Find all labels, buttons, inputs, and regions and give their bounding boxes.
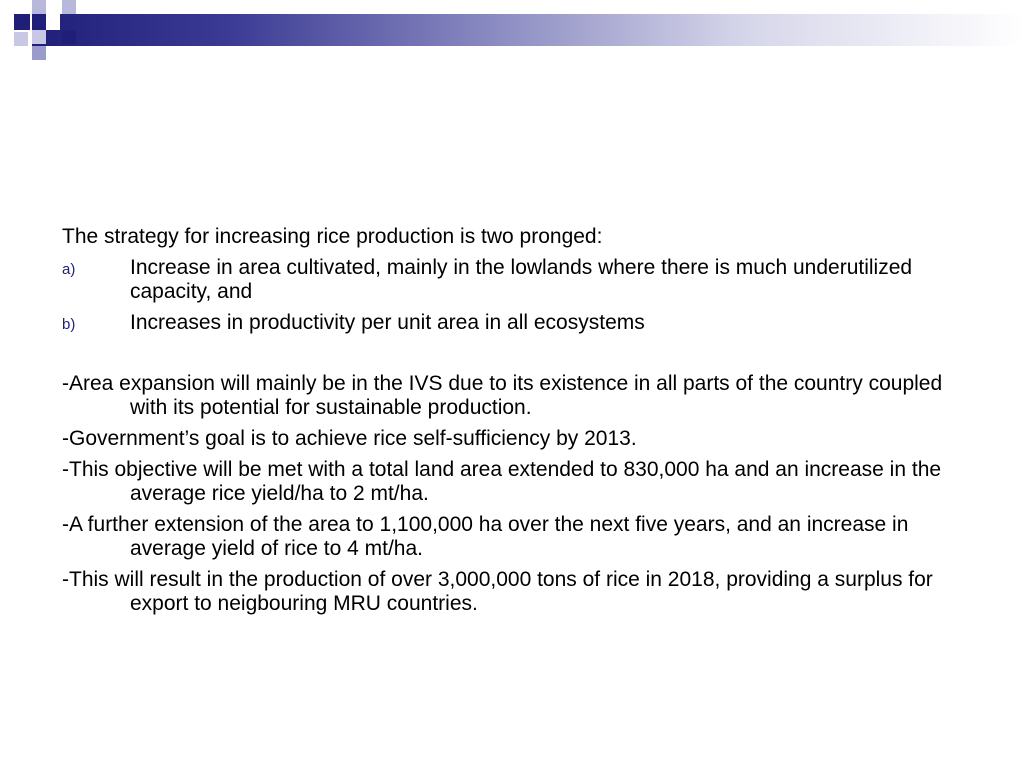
decorative-square <box>32 46 46 60</box>
paragraph-objective: -This objective will be met with a total land area extended to 830,000 ha and an increase in the average rice yield/ha to 2 mt/ha. <box>62 458 942 505</box>
intro-text: The strategy for increasing rice production is two pronged: <box>62 225 603 248</box>
list-item <box>62 256 982 304</box>
decorative-square <box>62 30 76 44</box>
list-item-text: Increases in productivity per unit area in all ecosystems <box>130 311 645 334</box>
decorative-square <box>14 14 30 30</box>
header-gradient-bar <box>32 14 1024 46</box>
decorative-square <box>62 0 76 14</box>
decorative-square <box>32 30 46 44</box>
list-marker: a) <box>62 261 76 278</box>
decorative-square <box>14 32 28 46</box>
slide-body <box>62 225 982 623</box>
paragraph-government-goal: -Government’s goal is to achieve rice self-sufficiency by 2013. <box>62 427 637 450</box>
paragraph-production-result: -This will result in the production of over 3,000,000 tons of rice in 2018, providing a surplus for export to neigbouring MRU countries. <box>62 568 933 615</box>
spacer <box>62 342 982 372</box>
decorative-square <box>46 14 60 30</box>
list-marker: b) <box>62 316 76 333</box>
paragraph-further-extension: -A further extension of the area to 1,100,000 ha over the next five years, and an increase in average yield of rice to 4 mt/ha. <box>62 513 909 560</box>
decorative-square <box>32 0 46 14</box>
list-item-text: Increase in area cultivated, mainly in the lowlands where there is much underutilized capacity, and <box>130 256 913 303</box>
list-item <box>62 311 982 335</box>
paragraph-area-expansion: -Area expansion will mainly be in the IVS due to its existence in all parts of the country coupled with its potential for sustainable production. <box>62 372 943 419</box>
